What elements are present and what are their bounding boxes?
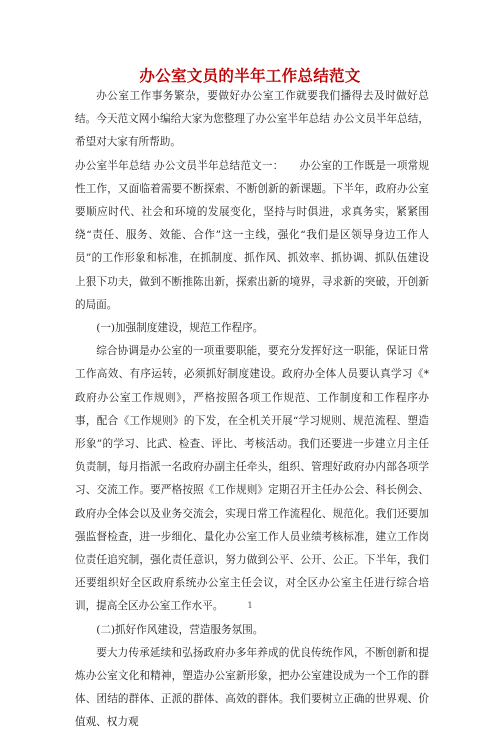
paragraph-system-building: 综合协调是办公室的一项重要职能，要充分发挥好这一职能，保证日常工作高效、有序运转，必须抓好制度建设。政府办全体人员要认真学习《*政府办公室工作规则》，严格按照各项工作规范、工作制度和工作程序办事，配合《工作规则》的下发，在全机关开展“学习规则、规范流程、塑造形象”的学习、比武、检查、评比、考核活动。我们还要进一步建立月主任负责制，每月指派一名政府办副主任牵头，组织、管理好政府办内部各项学习、交流工作。要严格按照《工作规则》定期召开主任办公会、科长例会、政府办全体会以及业务交流会，实现日常工作流程化、规范化。我们还要加强监督检查，进一步细化、量化办公室工作人员业绩考核标准，建立工作岗位责任追究制，强化责任意识，努力做到公平、公开、公正。下半年，我们还要组织好全区政府系统办公室主任会议，对全区办公室主任进行综合培训，提高全区办公室工作水平。 [75, 345, 429, 613]
page-number: 1 [247, 601, 253, 610]
document-body [75, 85, 429, 735]
section-heading-two: (二)抓好作风建设，营造服务氛围。 [96, 623, 264, 636]
paragraph-intro: 办公室工作事务繁杂，要做好办公室工作就要我们播得去及时做好总结。今天范文网小编给大家为您整理了办公室半年总结 办公文员半年总结，希望对大家有所帮助。 [75, 90, 429, 149]
section-heading-one: (一)加强制度建设，规范工作程序。 [96, 322, 264, 335]
paragraph-summary-one: 办公室半年总结 办公文员半年总结范文一： 办公室的工作既是一项常规性工作，又面临着需要不断探索、不断创新的新课题。下半年，政府办公室要顺应时代、社会和环境的发展变化，坚持与时俱进，求真务实，紧紧围绕“责任、服务、效能、合作”这一主线，强化“我们是区领导身边工作人员”的工作形象和标准，在抓制度、抓作风、抓效率、抓协调、抓队伍建设上狠下功夫，做到不断推陈出新，探索出新的境界，寻求新的突破，开创新的局面。 [75, 159, 429, 311]
paragraph-work-style: 要大力传承延续和弘扬政府办多年养成的优良传统作风，不断创新和提炼办公室文化和精神，塑造办公室新形象，把办公室建设成为一个工作的群体、团结的群体、正派的群体、高效的群体。我们要树立正确的世界观、价值观、权力观 [75, 646, 429, 729]
document-title: 办公室文员的半年工作总结范文 [139, 66, 361, 85]
